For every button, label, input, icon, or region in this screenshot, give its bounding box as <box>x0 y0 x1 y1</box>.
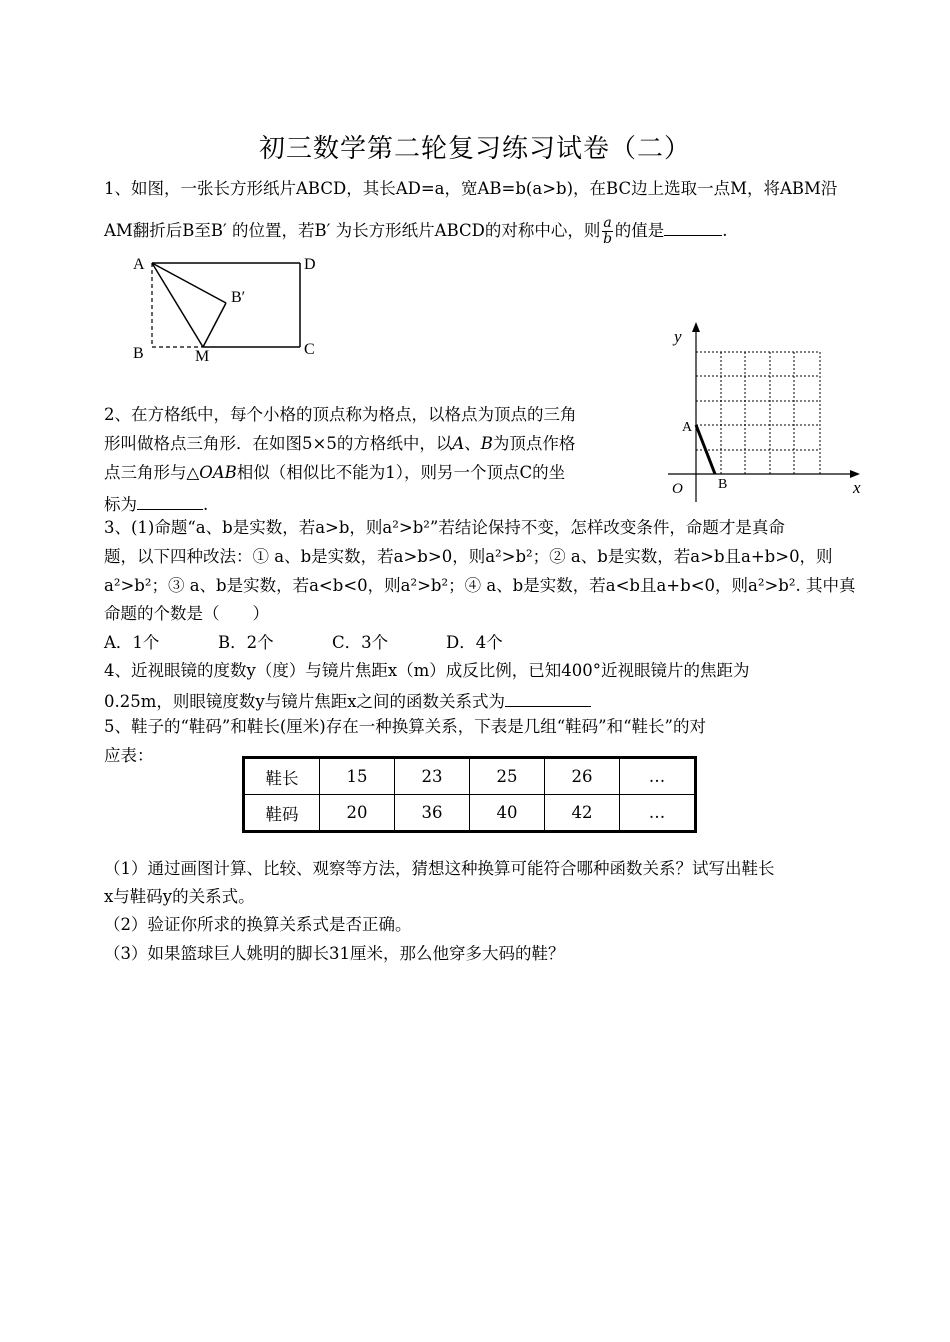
q2-line2-post: 为顶点作格 <box>492 434 576 453</box>
q2-sep: 、 <box>464 434 481 453</box>
grid-lines <box>696 352 820 474</box>
edge-ABp <box>152 263 226 303</box>
table-cell: 25 <box>470 758 545 795</box>
q3-line4: 命题的个数是（ ） <box>104 604 269 623</box>
q5-line2: 应表： <box>104 746 154 765</box>
table-cell: … <box>620 758 696 795</box>
label-M: M <box>195 348 210 365</box>
q2-grid-figure <box>660 318 870 503</box>
q1-frac-den: b <box>603 231 613 247</box>
table-cell: … <box>620 795 696 832</box>
edge-BpM <box>203 303 226 347</box>
q1-fraction <box>602 216 612 247</box>
q2-end: . <box>203 495 209 514</box>
label-C: C <box>304 341 315 358</box>
q2-answer-blank[interactable] <box>137 491 203 510</box>
q3-option-a[interactable]: A．1个 <box>104 633 160 652</box>
label-Bprime: B′ <box>231 289 246 306</box>
label-A: A <box>682 420 693 435</box>
label-D: D <box>304 256 316 273</box>
table-cell: 42 <box>545 795 620 832</box>
q2-line4-text: 标为 <box>104 495 137 514</box>
table-cell: 26 <box>545 758 620 795</box>
shoe-size-table <box>242 756 697 833</box>
table-cell: 40 <box>470 795 545 832</box>
q1-frac-num: a <box>603 215 612 231</box>
q2-point-A: A <box>452 434 465 453</box>
edge-AM <box>152 263 203 347</box>
y-axis-arrow <box>692 322 700 332</box>
q2-line3-pre: 点三角形与△ <box>104 463 200 482</box>
q3-options <box>104 632 503 654</box>
q1-end: . <box>722 221 728 240</box>
q2-line2-text: 形叫做格点三角形．在如图5×5的方格纸中，以 <box>104 434 453 453</box>
table-cell: 20 <box>320 795 395 832</box>
q5-line1: 5、鞋子的“鞋码”和鞋长(厘米)存在一种换算关系，下表是几组“鞋码”和“鞋长”的对 <box>104 717 706 736</box>
q2-line2 <box>104 433 575 455</box>
table-row <box>244 795 696 832</box>
table-cell: 23 <box>395 758 470 795</box>
q5-part2: （2）验证你所求的换算关系式是否正确。 <box>104 915 412 934</box>
q4-line2 <box>104 688 591 713</box>
q4-line2-text: 0.25m，则眼镜度数y与镜片焦距x之间的函数关系式为 <box>104 692 506 711</box>
x-axis-arrow <box>850 470 860 478</box>
label-O: O <box>672 481 683 497</box>
table-cell: 36 <box>395 795 470 832</box>
q1-rectangle-figure <box>125 250 325 370</box>
q1-line2-pre: AM翻折后B至B′ 的位置，若B′ 为长方形纸片ABCD的对称中心，则 <box>104 221 601 240</box>
q3-line3: a²>b²；③ a、b是实数，若a<b<0，则a²>b²；④ a、b是实数，若a<b且a+b<0，则a²>b². 其中真 <box>104 576 856 595</box>
q2-point-B: B <box>480 434 493 453</box>
page-title: 初三数学第二轮复习练习试卷（二） <box>258 134 691 164</box>
table-row <box>244 758 696 795</box>
table-cell: 鞋码 <box>244 795 320 832</box>
q3-line2: 题，以下四种改法：① a、b是实数，若a>b>0，则a²>b²；② a、b是实数，若a>b且a+b>0，则 <box>104 547 833 566</box>
q1-line1: 1、如图，一张长方形纸片ABCD，其长AD=a，宽AB=b(a>b)，在BC边上选取一点M，将ABM沿 <box>104 179 838 198</box>
label-B: B <box>133 345 144 362</box>
label-A: A <box>133 256 145 273</box>
q5-part1-line1: （1）通过画图计算、比较、观察等方法，猜想这种换算可能符合哪种函数关系？试写出鞋长 <box>104 859 775 878</box>
label-B: B <box>718 477 728 492</box>
q2-line4 <box>104 491 208 516</box>
q4-line1: 4、近视眼镜的度数y（度）与镜片焦距x（m）成反比例，已知400°近视眼镜片的焦距为 <box>104 661 750 680</box>
label-y: y <box>674 327 682 346</box>
q2-line1: 2、在方格纸中，每个小格的顶点称为格点，以格点为顶点的三角 <box>104 405 577 424</box>
q3-option-d[interactable]: D．4个 <box>446 633 503 652</box>
q5-part3: （3）如果篮球巨人姚明的脚长31厘米，那么他穿多大码的鞋？ <box>104 944 565 963</box>
table-cell: 15 <box>320 758 395 795</box>
q1-line2-post: 的值是 <box>614 221 665 240</box>
q1-answer-blank[interactable] <box>664 217 722 236</box>
q2-line3-post: 相似（相似比不能为1），则另一个顶点C的坐 <box>236 463 566 482</box>
q3-option-b[interactable]: B．2个 <box>218 633 274 652</box>
q2-triangle-OAB: OAB <box>199 463 237 482</box>
q4-answer-blank[interactable] <box>505 688 591 707</box>
q5-part1-line2: x与鞋码y的关系式。 <box>104 887 255 906</box>
q1-line2 <box>104 216 727 247</box>
q3-line1: 3、(1)命题“a、b是实数，若a>b，则a²>b²”若结论保持不变，怎样改变条件，命题才是真命 <box>104 518 785 537</box>
q3-option-c[interactable]: C．3个 <box>332 633 389 652</box>
label-x: x <box>853 478 861 497</box>
table-cell: 鞋长 <box>244 758 320 795</box>
q2-line3 <box>104 462 565 484</box>
